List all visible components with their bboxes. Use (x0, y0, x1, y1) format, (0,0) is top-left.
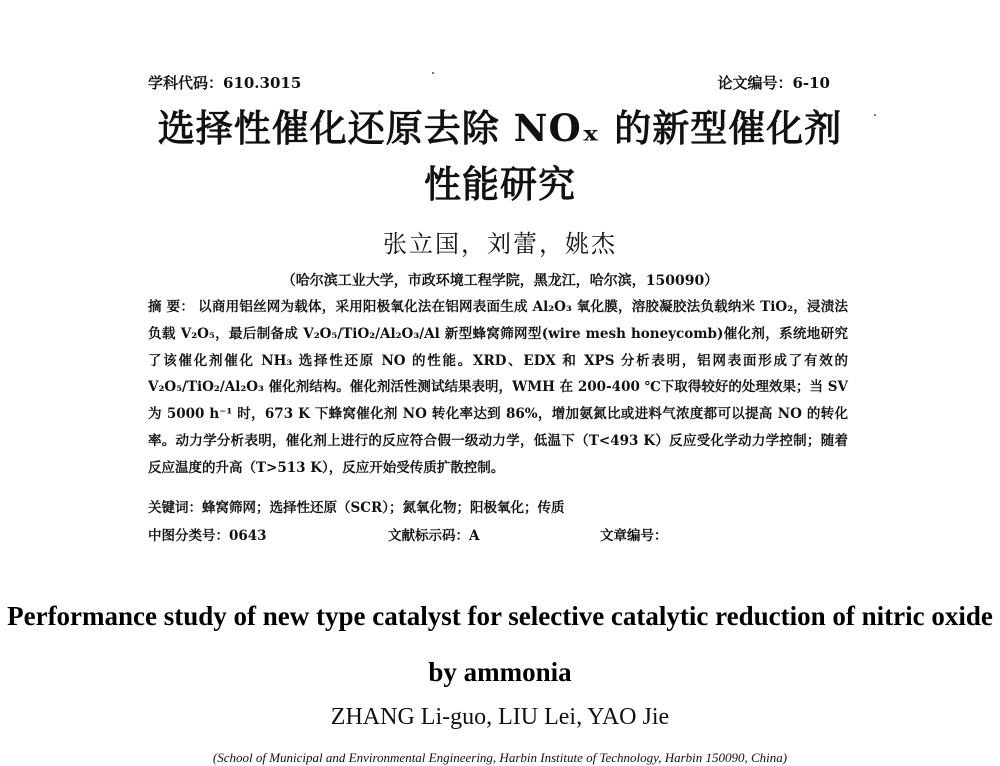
english-affiliation: (School of Municipal and Environmental Engineering, Harbin Institute of Technology, Harbin 150090, China) (212, 750, 788, 765)
paper-number: 论文编号：6-10 (717, 74, 830, 92)
keywords: 关键词：蜂窝筛网；选择性还原（SCR）；氮氧化物；阳极氧化；传质 (148, 500, 565, 516)
article-number: 文章编号： (600, 528, 668, 544)
abstract-text: 以商用铝丝网为载体，采用阳极氧化法在铝网表面生成 Al₂O₃ 氧化膜，溶胶凝胶法负载纳米 TiO₂，浸渍法负载 V₂O₅，最后制备成 V₂O₅/TiO₂/Al₂O₃/Al 新型蜂窝筛网型(wire mesh honeycomb)催化剂，系统地研究了该催化剂催化 NH₃ 选择性还原 NO 的性能。XRD、EDX 和 XPS 分析表明，铝网表面形成了有效的 V₂O₅/TiO₂/Al₂O₃ 催化剂结构。催化剂活性测试结果表明，WMH 在 200-400 ℃下取得较好的处理效果；当 SV 为 5000 h⁻¹ 时，673 K 下蜂窝催化剂 NO 转化率达到 86%，增加氨氮比或进料气浓度都可以提高 NO 的转化率。动力学分析表明，催化剂上进行的反应符合假一级动力学，低温下（T<493 K）反应受化学动力学控制；随着反应温度的升高（T>513 K），反应开始受传质扩散控制。 (148, 299, 849, 476)
scan-speck (432, 72, 434, 74)
classification-row (148, 524, 848, 546)
scan-speck (874, 114, 876, 116)
header-meta (148, 72, 830, 94)
chinese-authors: 张立国，刘蕾，姚杰 (383, 230, 617, 258)
english-authors: ZHANG Li-guo, LIU Lei, YAO Jie (330, 704, 670, 730)
chinese-title: 选择性催化还原去除 NOₓ 的新型催化剂性能研究 (157, 106, 843, 206)
document-code: 文献标示码：A (388, 528, 480, 544)
english-title: Performance study of new type catalyst for selective catalytic reduction of nitric oxide by ammonia (7, 601, 993, 687)
chinese-abstract (148, 294, 848, 482)
chinese-affiliation: （哈尔滨工业大学，市政环境工程学院，黑龙江，哈尔滨，150090） (281, 273, 719, 289)
abstract-label: 摘 要： (148, 299, 195, 315)
subject-code: 学科代码：610.3015 (148, 74, 302, 92)
clc-number: 中图分类号：0643 (148, 528, 267, 544)
